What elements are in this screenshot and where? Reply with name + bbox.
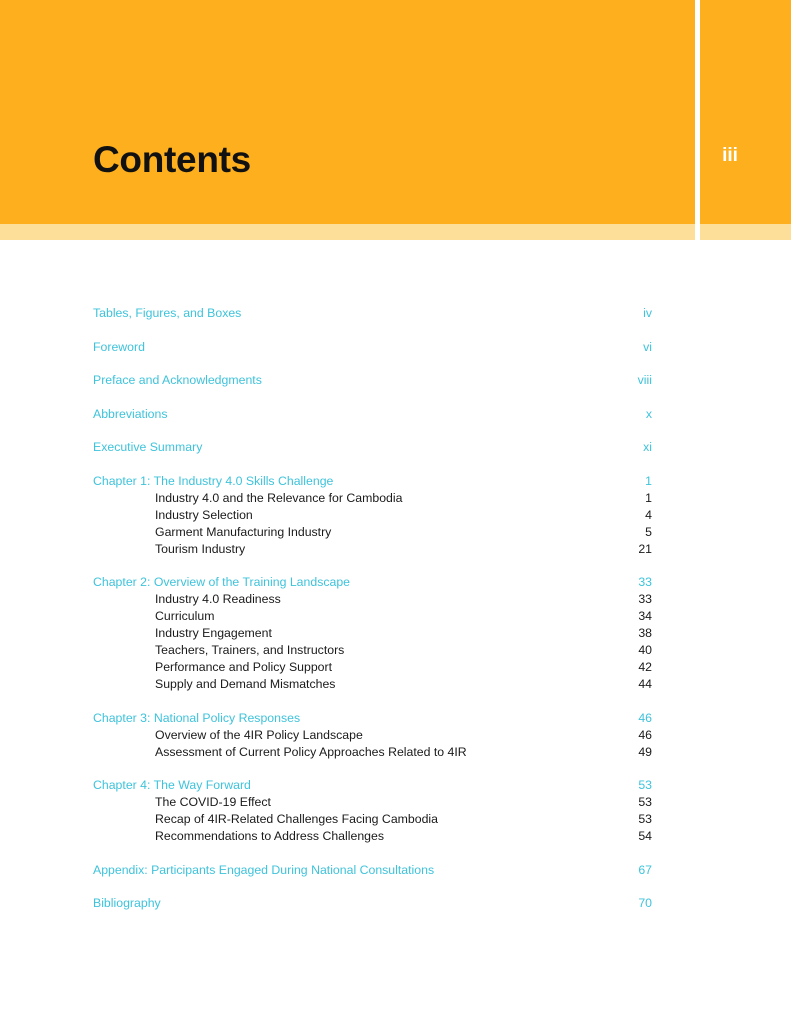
toc-subentry[interactable]	[93, 524, 652, 541]
toc-subentry-page[interactable]: 42	[638, 660, 652, 674]
toc-entry-page[interactable]: xi	[643, 440, 652, 454]
toc-subentry-label[interactable]: Curriculum	[155, 609, 215, 623]
toc-entry-page[interactable]: iv	[643, 306, 652, 320]
toc-chapter-1[interactable]	[93, 473, 652, 490]
toc-entry[interactable]	[93, 439, 652, 456]
toc-entry-page[interactable]: x	[645, 406, 652, 421]
toc-subentry-label[interactable]: Assessment of Current Policy Approaches Related to 4IR	[155, 744, 467, 759]
toc-subentry-label[interactable]: Tourism Industry	[155, 541, 246, 556]
toc-subentry[interactable]	[93, 490, 652, 507]
toc-entry-page[interactable]: 67	[638, 862, 652, 877]
toc-subentry-page[interactable]: 44	[638, 677, 652, 691]
toc-subentry-page[interactable]: 33	[638, 592, 652, 606]
toc-entry[interactable]	[93, 372, 652, 389]
toc-subentry-page[interactable]: 46	[638, 727, 652, 742]
toc-subentry[interactable]	[93, 642, 652, 659]
toc-subentry-page[interactable]: 53	[638, 812, 652, 826]
toc-entry-bibliography[interactable]	[93, 895, 652, 912]
toc-entry-label[interactable]: Chapter 2: Overview of the Training Landscape	[93, 575, 351, 589]
header-band	[0, 0, 695, 224]
toc-subentry-label[interactable]: Garment Manufacturing Industry	[155, 524, 332, 539]
toc-subentry[interactable]	[93, 591, 652, 608]
toc-subentry-label[interactable]: Recap of 4IR-Related Challenges Facing Cambodia	[155, 812, 438, 826]
toc-entry-page[interactable]: viii	[637, 373, 652, 387]
toc-subentry[interactable]	[93, 659, 652, 676]
toc-subentry[interactable]	[93, 794, 652, 811]
toc-entry-appendix[interactable]	[93, 862, 652, 879]
page-number-band	[700, 0, 791, 224]
toc-subentry-label[interactable]: Supply and Demand Mismatches	[155, 677, 336, 691]
toc-subentry-page[interactable]: 38	[638, 626, 652, 640]
toc-subentry-page[interactable]: 1	[645, 490, 652, 505]
toc-subentry[interactable]	[93, 676, 652, 693]
toc-entry-page[interactable]: vi	[643, 339, 652, 354]
toc-subentry-page[interactable]: 4	[645, 507, 652, 522]
toc-subentry-page[interactable]: 40	[638, 643, 652, 657]
toc-subentry-page[interactable]: 53	[638, 795, 652, 809]
toc-subentry-label[interactable]: The COVID-19 Effect	[155, 795, 271, 809]
toc-entry[interactable]	[93, 339, 652, 356]
toc-chapter-4[interactable]	[93, 777, 652, 794]
toc-subentry[interactable]	[93, 608, 652, 625]
toc-subentry[interactable]	[93, 811, 652, 828]
toc-subentry-label[interactable]: Overview of the 4IR Policy Landscape	[155, 727, 363, 742]
toc-subentry[interactable]	[93, 541, 652, 558]
toc-entry-page[interactable]: 53	[638, 778, 652, 792]
toc-chapter-2[interactable]	[93, 574, 652, 591]
toc-entry[interactable]	[93, 305, 652, 322]
toc-subentry[interactable]	[93, 507, 652, 524]
toc-entry-page[interactable]: 70	[638, 896, 652, 910]
toc-subentry-page[interactable]: 49	[638, 744, 652, 759]
table-of-contents	[93, 305, 652, 912]
toc-chapter-3[interactable]	[93, 710, 652, 727]
toc-entry-label[interactable]: Chapter 4: The Way Forward	[93, 778, 251, 792]
toc-subentry[interactable]	[93, 744, 652, 761]
header-strip	[0, 224, 695, 240]
toc-entry-label[interactable]: Appendix: Participants Engaged During National Consultations	[93, 862, 435, 877]
toc-subentry-page[interactable]: 34	[638, 609, 652, 623]
toc-subentry-label[interactable]: Industry 4.0 and the Relevance for Cambodia	[155, 490, 403, 505]
toc-entry-label[interactable]: Chapter 3: National Policy Responses	[93, 710, 301, 725]
toc-subentry-page[interactable]: 54	[638, 829, 652, 843]
toc-subentry-label[interactable]: Industry Engagement	[155, 626, 272, 640]
page-number-strip	[700, 224, 791, 240]
toc-entry-label[interactable]: Chapter 1: The Industry 4.0 Skills Challenge	[93, 473, 334, 488]
toc-subentry-page[interactable]: 5	[645, 524, 652, 539]
toc-subentry-label[interactable]: Recommendations to Address Challenges	[155, 829, 384, 843]
toc-subentry-label[interactable]: Industry Selection	[155, 507, 253, 522]
toc-entry-label[interactable]: Foreword	[93, 339, 145, 354]
page-title: Contents	[93, 139, 251, 180]
toc-subentry[interactable]	[93, 625, 652, 642]
toc-entry-label[interactable]: Bibliography	[93, 896, 161, 910]
toc-entry-label[interactable]: Executive Summary	[93, 440, 203, 454]
toc-entry-page[interactable]: 46	[638, 710, 652, 725]
toc-entry-label[interactable]: Preface and Acknowledgments	[93, 373, 262, 387]
toc-subentry[interactable]	[93, 727, 652, 744]
toc-entry-label[interactable]: Tables, Figures, and Boxes	[93, 306, 242, 320]
toc-subentry-page[interactable]: 21	[638, 541, 652, 556]
toc-entry[interactable]	[93, 406, 652, 423]
toc-subentry-label[interactable]: Industry 4.0 Readiness	[155, 592, 281, 606]
toc-subentry-label[interactable]: Performance and Policy Support	[155, 660, 333, 674]
toc-subentry[interactable]	[93, 828, 652, 845]
page-number: iii	[722, 145, 738, 166]
toc-entry-label[interactable]: Abbreviations	[93, 406, 168, 421]
toc-entry-page[interactable]: 1	[645, 473, 652, 488]
toc-subentry-label[interactable]: Teachers, Trainers, and Instructors	[155, 643, 345, 657]
toc-entry-page[interactable]: 33	[638, 575, 652, 589]
